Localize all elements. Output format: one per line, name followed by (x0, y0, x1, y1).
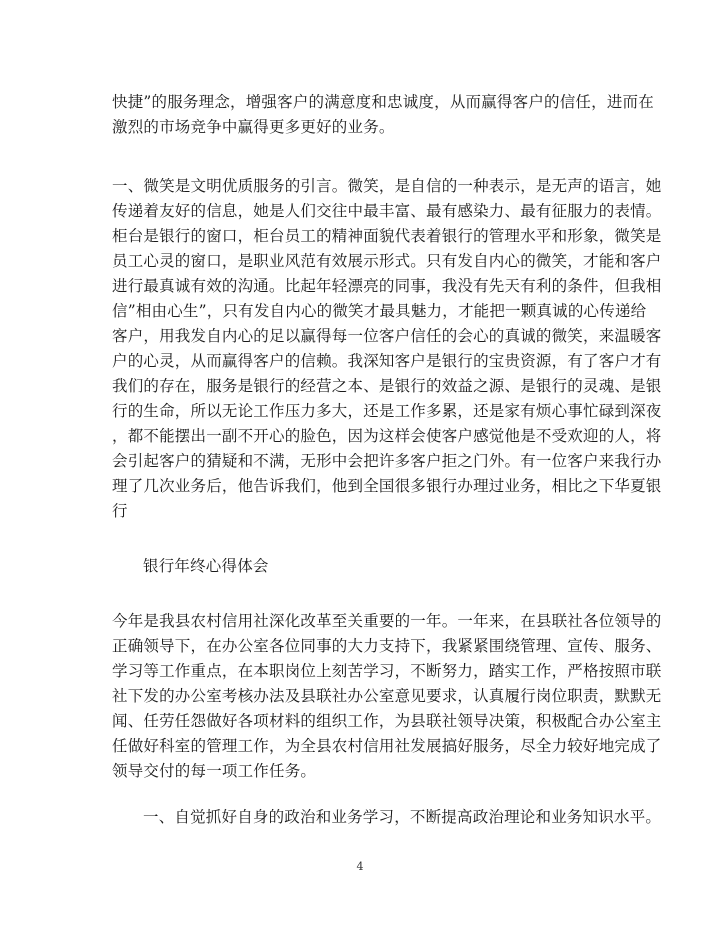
text-line: 学习等工作重点，在本职岗位上刻苦学习，不断努力，踏实工作，严格按照市联 (112, 662, 662, 680)
text-line: 正确领导下，在办公室各位同事的大力支持下，我紧紧围绕管理、宣传、服务、 (112, 637, 662, 655)
text-line: 闻、任劳任怨做好各项材料的组织工作，为县联社领导决策，积极配合办公室主 (112, 712, 662, 730)
text-line: 快捷”的服务理念，增强客户的满意度和忠诚度，从而赢得客户的信任，进而在 (112, 93, 654, 111)
text-line: 行的生命，所以无论工作压力多大，还是工作多累，还是家有烦心事忙碌到深夜 (112, 402, 662, 420)
text-line: 我们的存在，服务是银行的经营之本、是银行的效益之源、是银行的灵魂、是银 (112, 377, 662, 395)
text-line: 户的心灵，从而赢得客户的信赖。我深知客户是银行的宝贵资源，有了客户才有 (112, 352, 662, 370)
text-line: 员工心灵的窗口，是职业风范有效展示形式。只有发自内心的微笑，才能和客户 (112, 252, 662, 270)
text-line: 进行最真诚有效的沟通。比起年轻漂亮的同事，我没有先天有利的条件，但我相 (112, 277, 662, 295)
text-line: 会引起客户的猜疑和不满，无形中会把许多客户拒之门外。有一位客户来我行办 (112, 452, 662, 470)
intro-paragraph (112, 90, 654, 140)
text-line: 客户，用我发自内心的足以赢得每一位客户信任的会心的真诚的微笑，来温暖客 (112, 327, 662, 345)
text-line: 今年是我县农村信用社深化改革至关重要的一年。一年来，在县联社各位领导的 (112, 612, 662, 630)
section-heading: 一、自觉抓好自身的政治和业务学习，不断提高政治理论和业务知识水平。 (143, 808, 662, 826)
text-line: 社下发的办公室考核办法及县联社办公室意见要求，认真履行岗位职责，默默无 (112, 687, 662, 705)
text-line: 一、微笑是文明优质服务的引言。微笑，是自信的一种表示，是无声的语言，她 (112, 177, 662, 195)
text-line: 领导交付的每一项工作任务。 (112, 762, 317, 780)
text-line: ，都不能摆出一副不开心的脸色，因为这样会使客户感觉他是不受欢迎的人，将 (112, 427, 662, 445)
article-title-block (112, 554, 612, 579)
article-title: 银行年终心得体会 (143, 557, 269, 575)
text-line: 行 (112, 502, 128, 520)
text-line: 理了几次业务后，他告诉我们，他到全国很多银行办理过业务，相比之下华夏银 (112, 477, 662, 495)
text-line: 激烈的市场竞争中赢得更多更好的业务。 (112, 118, 395, 136)
text-line: 柜台是银行的窗口，柜台员工的精神面貌代表着银行的管理水平和形象，微笑是 (112, 227, 662, 245)
study-heading-block (112, 805, 662, 830)
text-line: 信”相由心生”，只有发自内心的微笑才最具魅力，才能把一颗真诚的心传递给 (112, 302, 647, 320)
text-line: 传递着友好的信息，她是人们交往中最丰富、最有感染力、最有征服力的表情。 (112, 202, 662, 220)
year-paragraph (112, 609, 662, 784)
text-line: 任做好科室的管理工作，为全县农村信用社发展搞好服务，尽全力较好地完成了 (112, 737, 662, 755)
smile-paragraph (112, 174, 662, 524)
page-number: 4 (356, 860, 364, 873)
